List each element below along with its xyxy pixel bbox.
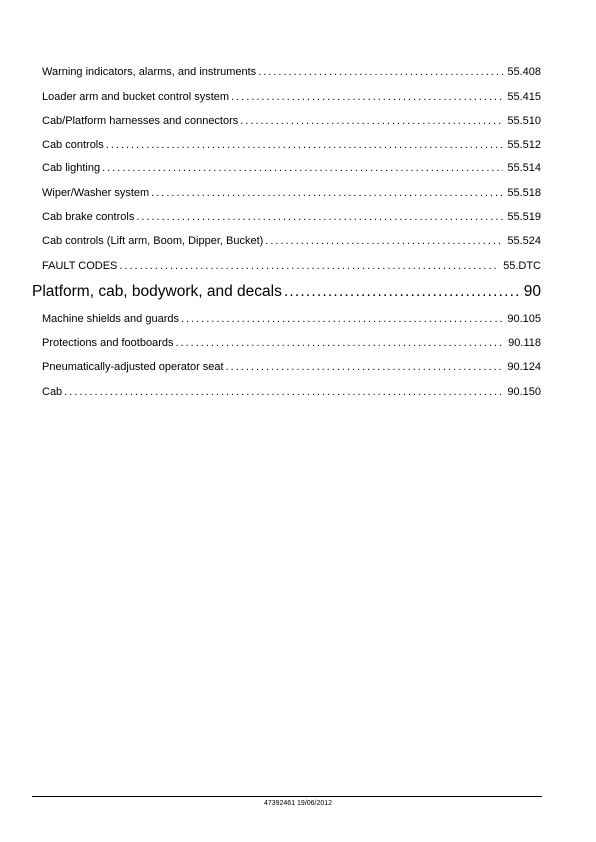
toc-entry-page: 90.118 <box>508 337 541 349</box>
dot-leader <box>226 359 504 375</box>
toc-entry-label: Cab brake controls <box>42 211 135 223</box>
toc-entry-label: Warning indicators, alarms, and instruments <box>42 66 257 78</box>
dot-leader <box>231 89 503 105</box>
toc-entry-page: 90.105 <box>507 313 541 325</box>
toc-entry-page: 55.524 <box>507 235 541 247</box>
toc-entry-page: 55.518 <box>507 187 541 199</box>
toc-entry-wiper-washer[interactable] <box>42 185 541 201</box>
toc-entry-label: Wiper/Washer system <box>42 187 150 199</box>
toc-entry-protections-footboards[interactable] <box>42 335 541 351</box>
footer-document-number: 47392461 19/06/2012 <box>263 800 333 807</box>
dot-leader <box>240 113 503 129</box>
dot-leader <box>284 281 520 303</box>
toc-entry-label: Cab controls (Lift arm, Boom, Dipper, Bucket) <box>42 235 264 247</box>
toc-section-platform-cab[interactable] <box>32 281 541 303</box>
dot-leader <box>64 384 503 400</box>
toc-entry-warning-indicators[interactable] <box>42 64 541 80</box>
dot-leader <box>175 335 504 351</box>
dot-leader <box>265 233 503 249</box>
toc-section-label: Platform, cab, bodywork, and decals <box>32 283 282 300</box>
toc-entry-machine-shields[interactable] <box>42 311 541 327</box>
toc-entry-label: Machine shields and guards <box>42 313 179 325</box>
toc-entry-label: Cab lighting <box>42 162 101 174</box>
dot-leader <box>181 311 503 327</box>
toc-entry-page: 55.510 <box>507 115 541 127</box>
toc-entry-label: Cab <box>42 386 63 398</box>
toc-entry-loader-arm[interactable] <box>42 89 541 105</box>
toc-entry-page: 55.519 <box>507 211 541 223</box>
toc-entry-cab-harnesses[interactable] <box>42 113 541 129</box>
toc-entry-page: 55.408 <box>507 66 541 78</box>
toc-entry-label: FAULT CODES <box>42 260 118 272</box>
toc-section-page: 90 <box>523 283 541 300</box>
toc-entry-cab[interactable] <box>42 384 541 400</box>
toc-entry-cab-controls-lift-arm[interactable] <box>42 233 541 249</box>
toc-entry-label: Cab/Platform harnesses and connectors <box>42 115 239 127</box>
toc-entry-fault-codes[interactable] <box>42 258 541 274</box>
toc-entry-label: Loader arm and bucket control system <box>42 91 230 103</box>
toc-entry-label: Pneumatically-adjusted operator seat <box>42 361 224 373</box>
dot-leader <box>106 137 504 153</box>
toc-entry-label: Cab controls <box>42 139 104 151</box>
dot-leader <box>119 258 499 274</box>
dot-leader <box>136 209 503 225</box>
toc-entry-page: 55.512 <box>507 139 541 151</box>
toc-entry-page: 55.514 <box>507 162 541 174</box>
dot-leader <box>258 64 503 80</box>
toc-entry-cab-controls[interactable] <box>42 137 541 153</box>
footer-divider <box>32 796 542 797</box>
toc-entry-cab-lighting[interactable] <box>42 160 541 176</box>
toc-entry-operator-seat[interactable] <box>42 359 541 375</box>
toc-entry-page: 55.415 <box>507 91 541 103</box>
toc-entry-label: Protections and footboards <box>42 337 174 349</box>
dot-leader <box>151 185 503 201</box>
toc-entry-cab-brake-controls[interactable] <box>42 209 541 225</box>
dot-leader <box>102 160 503 176</box>
toc-entry-page: 90.150 <box>507 386 541 398</box>
toc-entry-page: 55.DTC <box>503 260 541 272</box>
toc-entry-page: 90.124 <box>507 361 541 373</box>
